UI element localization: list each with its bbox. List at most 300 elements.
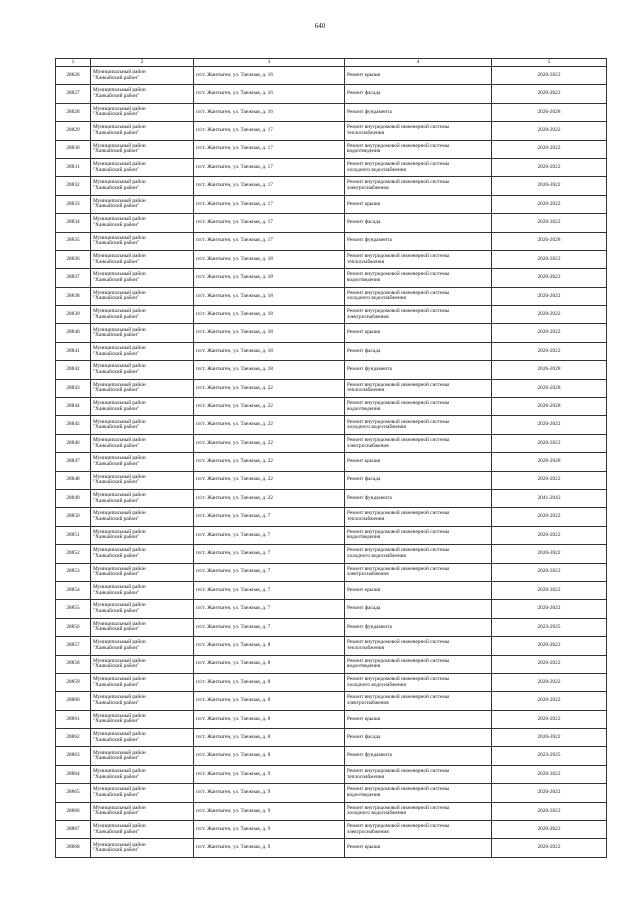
row-number-cell: 28835 xyxy=(56,232,91,250)
municipality-line: "Ханкайский район" xyxy=(93,442,140,449)
work-type-cell xyxy=(345,581,492,599)
work-type-line: Ремонт внутридомовой инженерной системы xyxy=(347,161,450,168)
header-row xyxy=(56,59,607,67)
work-type-cell xyxy=(345,489,492,507)
work-type-line: холодного водоснабжения xyxy=(347,552,406,559)
municipality-line: "Ханкайский район" xyxy=(93,552,140,559)
municipality-cell xyxy=(91,379,194,397)
work-type-line: Ремонт фундамента xyxy=(347,494,392,501)
municipality-cell xyxy=(91,508,194,526)
address-cell: п/ст. Жантыген, ул. Таежная, д. 18 xyxy=(194,342,345,360)
work-type-cell xyxy=(345,839,492,857)
table-row xyxy=(56,140,607,158)
row-number-cell: 28856 xyxy=(56,618,91,636)
period-cell: 2020-2022 xyxy=(492,821,607,839)
address-cell: п/ст. Жантыген, ул. Таежная, д. 8 xyxy=(194,673,345,691)
municipality-line: Муниципальный район xyxy=(93,308,146,315)
row-number-cell: 28846 xyxy=(56,434,91,452)
row-number-cell: 28865 xyxy=(56,784,91,802)
table-row xyxy=(56,729,607,747)
work-type-line: Ремонт фундамента xyxy=(347,237,392,244)
address-cell: п/ст. Жантыген, ул. Таежная, д. 7 xyxy=(194,581,345,599)
municipality-line: "Ханкайский район" xyxy=(93,368,140,375)
table-row xyxy=(56,324,607,342)
municipality-line: "Ханкайский район" xyxy=(93,516,140,523)
municipality-cell xyxy=(91,342,194,360)
table-row xyxy=(56,784,607,802)
period-cell: 2020-2022 xyxy=(492,85,607,103)
municipality-line: "Ханкайский район" xyxy=(93,479,140,486)
row-number-cell: 28866 xyxy=(56,802,91,820)
work-type-line: Ремонт фасада xyxy=(347,605,381,612)
work-type-cell xyxy=(345,379,492,397)
municipality-cell xyxy=(91,637,194,655)
table-row xyxy=(56,673,607,691)
period-cell: 2020-2022 xyxy=(492,177,607,195)
period-cell: 2020-2022 xyxy=(492,158,607,176)
municipality-line: Муниципальный район xyxy=(93,657,146,664)
period-cell: 2020-2022 xyxy=(492,581,607,599)
work-type-cell xyxy=(345,821,492,839)
work-type-cell xyxy=(345,600,492,618)
row-number-cell: 28864 xyxy=(56,765,91,783)
work-type-cell xyxy=(345,140,492,158)
period-cell: 2020-2022 xyxy=(492,673,607,691)
municipality-cell xyxy=(91,158,194,176)
table-row xyxy=(56,655,607,673)
work-type-cell xyxy=(345,67,492,85)
municipality-line: Муниципальный район xyxy=(93,602,146,609)
municipality-line: "Ханкайский район" xyxy=(93,608,140,615)
table-row xyxy=(56,177,607,195)
municipality-line: Муниципальный район xyxy=(93,528,146,535)
work-type-cell xyxy=(345,471,492,489)
period-cell: 2020-2022 xyxy=(492,416,607,434)
address-cell: п/ст. Жантыген, ул. Таежная, д. 22 xyxy=(194,453,345,471)
municipality-cell xyxy=(91,269,194,287)
work-type-line: холодного водоснабжения xyxy=(347,295,406,302)
municipality-line: Муниципальный район xyxy=(93,620,146,627)
work-type-line: Ремонт фундамента xyxy=(347,623,392,630)
work-type-line: Ремонт крыши xyxy=(347,844,381,851)
municipality-line: "Ханкайский район" xyxy=(93,828,140,835)
period-cell: 2020-2022 xyxy=(492,287,607,305)
municipality-cell xyxy=(91,839,194,857)
municipality-cell xyxy=(91,545,194,563)
work-type-cell xyxy=(345,673,492,691)
municipality-line: "Ханкайский район" xyxy=(93,424,140,431)
row-number-cell: 28852 xyxy=(56,545,91,563)
period-cell: 2020-2022 xyxy=(492,729,607,747)
table-row xyxy=(56,710,607,728)
table-row xyxy=(56,563,607,581)
municipality-line: "Ханкайский район" xyxy=(93,240,140,247)
work-type-line: теплоснабжения xyxy=(347,644,385,651)
address-cell: п/ст. Жантыген, ул. Таежная, д. 9 xyxy=(194,802,345,820)
municipality-line: "Ханкайский район" xyxy=(93,644,140,651)
work-type-cell xyxy=(345,177,492,195)
municipality-line: Муниципальный район xyxy=(93,749,146,756)
period-cell: 2026-2028 xyxy=(492,232,607,250)
address-cell: п/ст. Жантыген, ул. Таежная, д. 17 xyxy=(194,177,345,195)
table-body xyxy=(56,67,607,858)
period-cell: 2020-2022 xyxy=(492,692,607,710)
work-type-cell xyxy=(345,655,492,673)
municipality-line: Муниципальный район xyxy=(93,694,146,701)
work-type-line: Ремонт внутридомовой инженерной системы xyxy=(347,418,450,425)
work-type-line: Ремонт внутридомовой инженерной системы xyxy=(347,142,450,149)
address-cell: п/ст. Жантыген, ул. Таежная, д. 16 xyxy=(194,103,345,121)
municipality-line: Муниципальный район xyxy=(93,142,146,149)
work-type-line: холодного водоснабжения xyxy=(347,166,406,173)
municipality-cell xyxy=(91,361,194,379)
work-type-cell xyxy=(345,361,492,379)
work-type-line: Ремонт крыши xyxy=(347,586,381,593)
work-type-cell xyxy=(345,508,492,526)
work-type-cell xyxy=(345,545,492,563)
address-cell: п/ст. Жантыген, ул. Таежная, д. 18 xyxy=(194,361,345,379)
municipality-cell xyxy=(91,85,194,103)
municipality-line: "Ханкайский район" xyxy=(93,847,140,854)
table-row xyxy=(56,232,607,250)
row-number-cell: 28857 xyxy=(56,637,91,655)
municipality-cell xyxy=(91,821,194,839)
table-row xyxy=(56,287,607,305)
municipality-line: Муниципальный район xyxy=(93,216,146,223)
table-row xyxy=(56,692,607,710)
table-row xyxy=(56,471,607,489)
row-number-cell: 28859 xyxy=(56,673,91,691)
municipality-line: "Ханкайский район" xyxy=(93,166,140,173)
municipality-line: Муниципальный район xyxy=(93,584,146,591)
work-type-line: Ремонт крыши xyxy=(347,329,381,336)
address-cell: п/ст. Жантыген, ул. Таежная, д. 18 xyxy=(194,324,345,342)
municipality-line: "Ханкайский район" xyxy=(93,185,140,192)
municipality-cell xyxy=(91,306,194,324)
address-cell: п/ст. Жантыген, ул. Таежная, д. 8 xyxy=(194,747,345,765)
municipality-line: Муниципальный район xyxy=(93,418,146,425)
address-cell: п/ст. Жантыген, ул. Таежная, д. 7 xyxy=(194,526,345,544)
period-cell: 2026-2028 xyxy=(492,103,607,121)
row-number-cell: 28867 xyxy=(56,821,91,839)
municipality-cell xyxy=(91,710,194,728)
municipality-cell xyxy=(91,471,194,489)
work-type-line: Ремонт внутридомовой инженерной системы xyxy=(347,253,450,259)
row-number-cell: 28848 xyxy=(56,471,91,489)
work-type-line: Ремонт крыши xyxy=(347,200,381,207)
row-number-cell: 28838 xyxy=(56,287,91,305)
work-type-cell xyxy=(345,195,492,213)
work-type-line: электроснабжения xyxy=(347,571,389,578)
municipality-line: Муниципальный район xyxy=(93,381,146,388)
work-type-line: холодного водоснабжения xyxy=(347,681,406,688)
registry-table xyxy=(55,58,607,858)
municipality-cell xyxy=(91,692,194,710)
municipality-cell xyxy=(91,489,194,507)
municipality-line: Муниципальный район xyxy=(93,547,146,554)
period-cell: 2020-2022 xyxy=(492,637,607,655)
municipality-line: Муниципальный район xyxy=(93,823,146,830)
work-type-line: Ремонт фасада xyxy=(347,347,381,354)
header-col-2: 2 xyxy=(91,59,194,67)
municipality-line: "Ханкайский район" xyxy=(93,332,140,339)
work-type-cell xyxy=(345,342,492,360)
row-number-cell: 28860 xyxy=(56,692,91,710)
municipality-line: "Ханкайский район" xyxy=(93,111,140,118)
row-number-cell: 28841 xyxy=(56,342,91,360)
municipality-line: Муниципальный район xyxy=(93,786,146,793)
period-cell: 2020-2022 xyxy=(492,306,607,324)
work-type-line: теплоснабжения xyxy=(347,258,385,265)
work-type-cell xyxy=(345,85,492,103)
work-type-line: Ремонт внутридомовой инженерной системы xyxy=(347,179,450,186)
table-row xyxy=(56,489,607,507)
work-type-cell xyxy=(345,306,492,324)
header-col-3: 3 xyxy=(194,59,345,67)
municipality-cell xyxy=(91,416,194,434)
work-type-line: Ремонт крыши xyxy=(347,458,381,465)
period-cell: 2020-2022 xyxy=(492,802,607,820)
row-number-cell: 28827 xyxy=(56,85,91,103)
period-cell: 2023-2025 xyxy=(492,618,607,636)
work-type-cell xyxy=(345,416,492,434)
table-row xyxy=(56,765,607,783)
row-number-cell: 28858 xyxy=(56,655,91,673)
row-number-cell: 28831 xyxy=(56,158,91,176)
work-type-line: Ремонт внутридомовой инженерной системы xyxy=(347,823,450,830)
municipality-line: "Ханкайский район" xyxy=(93,276,140,283)
work-type-cell xyxy=(345,398,492,416)
row-number-cell: 28847 xyxy=(56,453,91,471)
period-cell: 2020-2022 xyxy=(492,269,607,287)
table-row xyxy=(56,600,607,618)
municipality-line: Муниципальный район xyxy=(93,197,146,204)
address-cell: п/ст. Жантыген, ул. Таежная, д. 8 xyxy=(194,692,345,710)
municipality-line: Муниципальный район xyxy=(93,105,146,112)
work-type-cell xyxy=(345,214,492,232)
table-row xyxy=(56,526,607,544)
municipality-line: Муниципальный район xyxy=(93,767,146,774)
work-type-line: Ремонт фундамента xyxy=(347,366,392,373)
work-type-cell xyxy=(345,729,492,747)
period-cell: 2020-2022 xyxy=(492,600,607,618)
table-row xyxy=(56,269,607,287)
work-type-line: Ремонт внутридомовой инженерной системы xyxy=(347,528,450,535)
municipality-line: "Ханкайский район" xyxy=(93,93,140,100)
row-number-cell: 28863 xyxy=(56,747,91,765)
municipality-line: Муниципальный район xyxy=(93,253,146,259)
work-type-cell xyxy=(345,287,492,305)
municipality-line: "Ханкайский район" xyxy=(93,755,140,762)
municipality-line: Муниципальный район xyxy=(93,363,146,370)
address-cell: п/ст. Жантыген, ул. Таежная, д. 16 xyxy=(194,67,345,85)
row-number-cell: 28855 xyxy=(56,600,91,618)
work-type-cell xyxy=(345,526,492,544)
row-number-cell: 28834 xyxy=(56,214,91,232)
row-number-cell: 28849 xyxy=(56,489,91,507)
address-cell: п/ст. Жантыген, ул. Таежная, д. 17 xyxy=(194,122,345,140)
work-type-line: электроснабжения xyxy=(347,442,389,449)
period-cell: 2020-2022 xyxy=(492,250,607,268)
work-type-line: Ремонт фундамента xyxy=(347,752,392,759)
work-type-line: холодного водоснабжения xyxy=(347,424,406,431)
municipality-cell xyxy=(91,802,194,820)
municipality-line: "Ханкайский район" xyxy=(93,313,140,320)
work-type-cell xyxy=(345,784,492,802)
municipality-cell xyxy=(91,324,194,342)
address-cell: п/ст. Жантыген, ул. Таежная, д. 8 xyxy=(194,710,345,728)
row-number-cell: 28837 xyxy=(56,269,91,287)
municipality-line: Муниципальный район xyxy=(93,87,146,94)
municipality-cell xyxy=(91,140,194,158)
municipality-line: "Ханкайский район" xyxy=(93,295,140,302)
row-number-cell: 28826 xyxy=(56,67,91,85)
work-type-cell xyxy=(345,232,492,250)
work-type-line: теплоснабжения xyxy=(347,387,385,394)
row-number-cell: 28844 xyxy=(56,398,91,416)
work-type-line: Ремонт внутридомовой инженерной системы xyxy=(347,400,450,407)
work-type-line: теплоснабжения xyxy=(347,129,385,136)
work-type-line: Ремонт внутридомовой инженерной системы xyxy=(347,565,450,572)
row-number-cell: 28832 xyxy=(56,177,91,195)
row-number-cell: 28839 xyxy=(56,306,91,324)
table-row xyxy=(56,342,607,360)
work-type-line: Ремонт крыши xyxy=(347,71,381,78)
row-number-cell: 28854 xyxy=(56,581,91,599)
municipality-cell xyxy=(91,177,194,195)
table-row xyxy=(56,747,607,765)
municipality-line: Муниципальный район xyxy=(93,675,146,682)
address-cell: п/ст. Жантыген, ул. Таежная, д. 17 xyxy=(194,232,345,250)
row-number-cell: 28853 xyxy=(56,563,91,581)
period-cell: 2020-2022 xyxy=(492,784,607,802)
table-row xyxy=(56,821,607,839)
municipality-cell xyxy=(91,195,194,213)
period-cell: 2026-2028 xyxy=(492,453,607,471)
municipality-cell xyxy=(91,747,194,765)
table-row xyxy=(56,618,607,636)
table-row xyxy=(56,581,607,599)
municipality-line: Муниципальный район xyxy=(93,473,146,480)
municipality-cell xyxy=(91,655,194,673)
address-cell: п/ст. Жантыген, ул. Таежная, д. 7 xyxy=(194,563,345,581)
period-cell: 2020-2022 xyxy=(492,508,607,526)
table-row xyxy=(56,453,607,471)
municipality-line: "Ханкайский район" xyxy=(93,497,140,504)
municipality-line: Муниципальный район xyxy=(93,179,146,186)
row-number-cell: 28828 xyxy=(56,103,91,121)
row-number-cell: 28829 xyxy=(56,122,91,140)
municipality-line: "Ханкайский район" xyxy=(93,258,140,265)
municipality-line: "Ханкайский район" xyxy=(93,129,140,136)
work-type-line: теплоснабжения xyxy=(347,773,385,780)
address-cell: п/ст. Жантыген, ул. Таежная, д. 17 xyxy=(194,214,345,232)
table-row xyxy=(56,545,607,563)
municipality-cell xyxy=(91,581,194,599)
work-type-line: Ремонт внутридомовой инженерной системы xyxy=(347,271,450,278)
address-cell: п/ст. Жантыген, ул. Таежная, д. 9 xyxy=(194,765,345,783)
work-type-line: Ремонт внутридомовой инженерной системы xyxy=(347,547,450,554)
table-row xyxy=(56,398,607,416)
row-number-cell: 28845 xyxy=(56,416,91,434)
address-cell: п/ст. Жантыген, ул. Таежная, д. 7 xyxy=(194,545,345,563)
municipality-line: "Ханкайский район" xyxy=(93,405,140,412)
municipality-line: "Ханкайский район" xyxy=(93,773,140,780)
municipality-cell xyxy=(91,453,194,471)
period-cell: 2026-2028 xyxy=(492,361,607,379)
table-row xyxy=(56,379,607,397)
period-cell: 2026-2028 xyxy=(492,379,607,397)
table-row xyxy=(56,434,607,452)
municipality-line: "Ханкайский район" xyxy=(93,74,140,81)
row-number-cell: 28842 xyxy=(56,361,91,379)
work-type-line: водоотведения xyxy=(347,791,381,798)
table-row xyxy=(56,802,607,820)
municipality-line: "Ханкайский район" xyxy=(93,626,140,633)
header-col-5: 5 xyxy=(492,59,607,67)
row-number-cell: 28833 xyxy=(56,195,91,213)
municipality-line: Муниципальный район xyxy=(93,69,146,76)
municipality-line: Муниципальный район xyxy=(93,271,146,278)
table-row xyxy=(56,306,607,324)
work-type-cell xyxy=(345,324,492,342)
table-row xyxy=(56,67,607,85)
header-col-1: 1 xyxy=(56,59,91,67)
work-type-line: водоотведения xyxy=(347,276,381,283)
table-row xyxy=(56,195,607,213)
period-cell: 2041-2043 xyxy=(492,489,607,507)
period-cell: 2020-2022 xyxy=(492,195,607,213)
work-type-line: Ремонт внутридомовой инженерной системы xyxy=(347,694,450,701)
work-type-cell xyxy=(345,765,492,783)
table-row xyxy=(56,839,607,857)
work-type-line: Ремонт крыши xyxy=(347,715,381,722)
row-number-cell: 28836 xyxy=(56,250,91,268)
municipality-line: Муниципальный район xyxy=(93,400,146,407)
work-type-cell xyxy=(345,434,492,452)
period-cell: 2020-2022 xyxy=(492,342,607,360)
work-type-cell xyxy=(345,618,492,636)
row-number-cell: 28862 xyxy=(56,729,91,747)
work-type-line: Ремонт внутридомовой инженерной системы xyxy=(347,308,450,315)
municipality-cell xyxy=(91,600,194,618)
period-cell: 2020-2022 xyxy=(492,324,607,342)
municipality-cell xyxy=(91,729,194,747)
municipality-line: Муниципальный район xyxy=(93,639,146,646)
table-header xyxy=(56,59,607,67)
municipality-line: Муниципальный район xyxy=(93,841,146,848)
row-number-cell: 28843 xyxy=(56,379,91,397)
period-cell: 2020-2022 xyxy=(492,67,607,85)
work-type-cell xyxy=(345,269,492,287)
municipality-line: Муниципальный район xyxy=(93,161,146,168)
work-type-line: Ремонт фасада xyxy=(347,476,381,483)
work-type-line: водоотведения xyxy=(347,663,381,670)
address-cell: п/ст. Жантыген, ул. Таежная, д. 22 xyxy=(194,489,345,507)
table-row xyxy=(56,214,607,232)
work-type-line: Ремонт фундамента xyxy=(347,108,392,115)
header-col-4: 4 xyxy=(345,59,492,67)
address-cell: п/ст. Жантыген, ул. Таежная, д. 17 xyxy=(194,195,345,213)
municipality-cell xyxy=(91,103,194,121)
municipality-line: Муниципальный район xyxy=(93,436,146,443)
address-cell: п/ст. Жантыген, ул. Таежная, д. 18 xyxy=(194,250,345,268)
address-cell: п/ст. Жантыген, ул. Таежная, д. 9 xyxy=(194,839,345,857)
work-type-line: водоотведения xyxy=(347,405,381,412)
address-cell: п/ст. Жантыген, ул. Таежная, д. 8 xyxy=(194,637,345,655)
row-number-cell: 28861 xyxy=(56,710,91,728)
address-cell: п/ст. Жантыген, ул. Таежная, д. 22 xyxy=(194,398,345,416)
